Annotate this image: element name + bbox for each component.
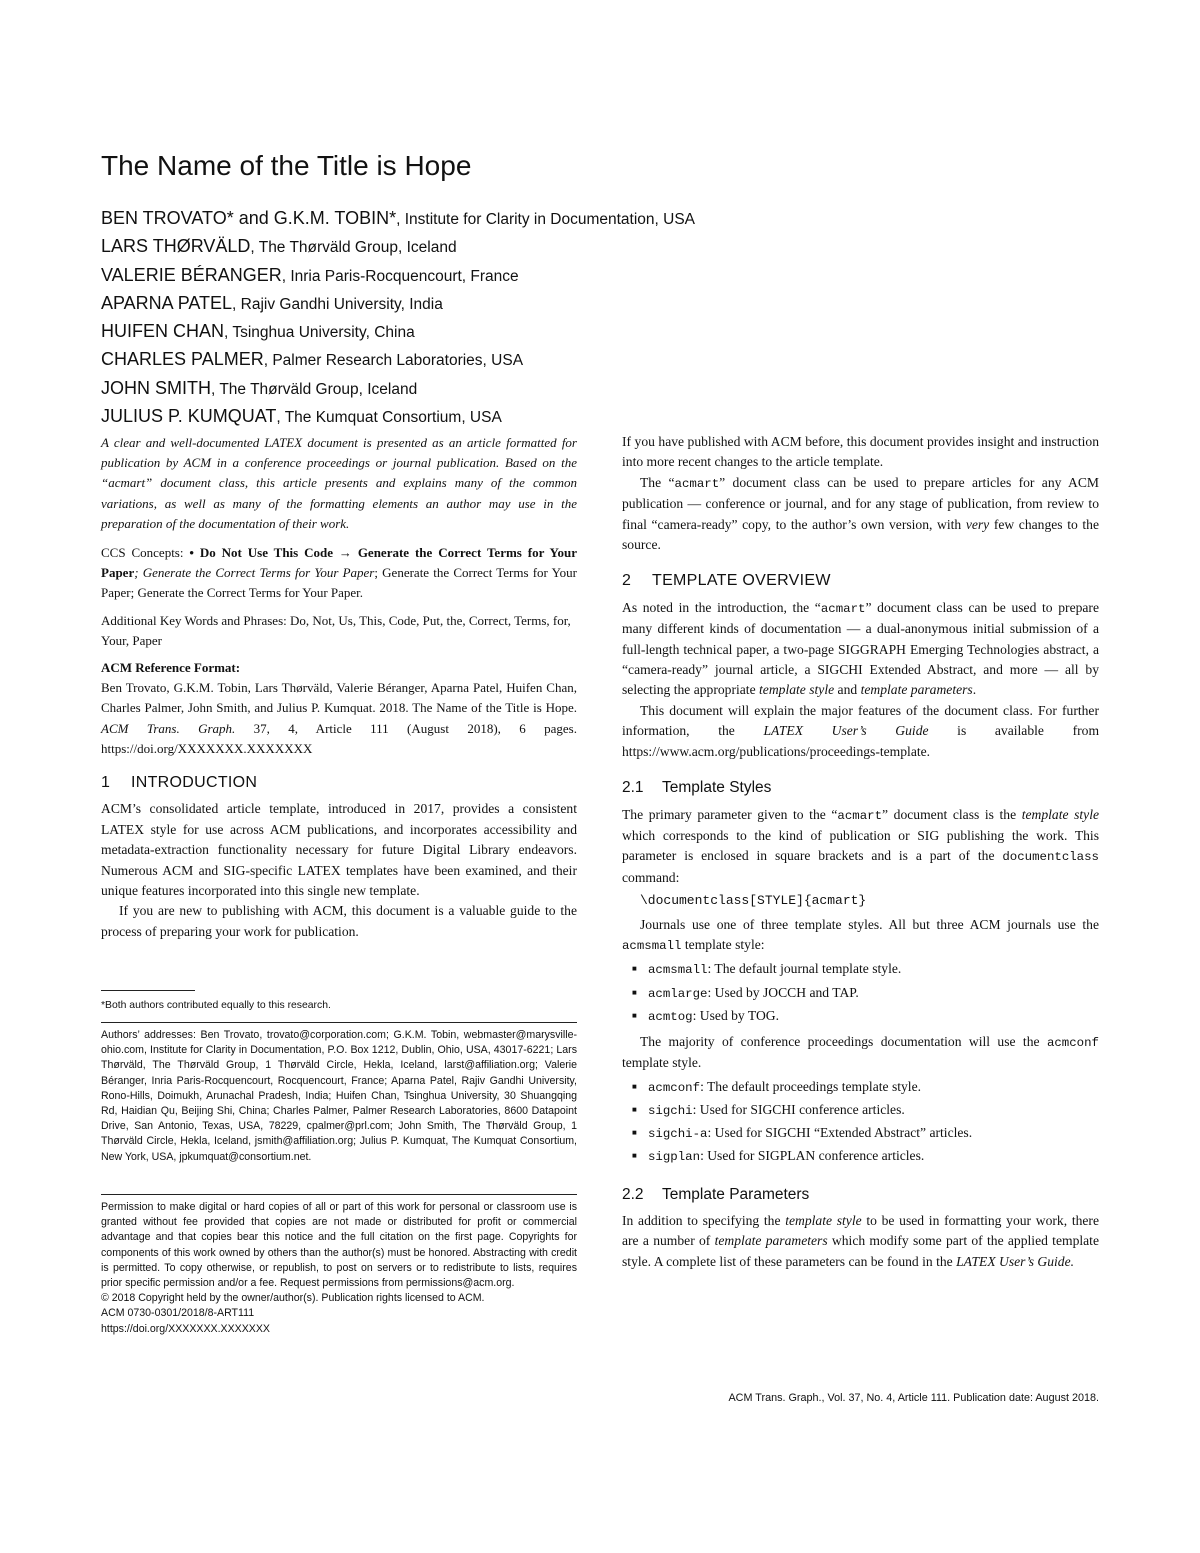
- section-heading-template-overview: 2 TEMPLATE OVERVIEW: [622, 572, 831, 590]
- list-item: ■ sigchi-a: Used for SIGCHI “Extended Abstract” articles.: [648, 1122, 1099, 1145]
- section-heading-introduction: 1 INTRODUCTION: [101, 774, 258, 792]
- subsection-heading-template-styles: 2.1 Template Styles: [622, 779, 772, 797]
- permission-notice: [101, 1200, 577, 1337]
- author-affiliation: , The Thørväld Group, Iceland: [250, 239, 457, 257]
- paper-title: The Name of the Title is Hope: [101, 150, 472, 181]
- list-item: ■ acmconf: The default proceedings template style.: [648, 1076, 1099, 1099]
- permission-rule: [101, 1194, 577, 1195]
- parameters-paragraph: In addition to specifying the template style to be used in formatting your work, there are a number of template parameters which modify some part of the applied template style. A complete list of these parameters can be found in the LATEX User’s Guide.: [622, 1212, 1099, 1269]
- list-item: ■ acmlarge: Used by JOCCH and TAP.: [648, 982, 1099, 1005]
- author-name: APARNA PATEL: [101, 292, 233, 313]
- author-affiliation: , Rajiv Gandhi University, India: [232, 295, 443, 313]
- intro-paragraph: If you are new to publishing with ACM, this document is a valuable guide to the process of preparing your work for publication.: [101, 903, 577, 939]
- reference-format: Ben Trovato, G.K.M. Tobin, Lars Thørväld, Valerie Béranger, Aparna Patel, Huifen Chan, Charles Palmer, John Smith, and Julius P. Kumquat. 2018. The Name of the Title is Hope. ACM Trans. Graph. 37, 4, Article 111 (August 2018), 6 pages. https://doi.org/XXXXXXX.XXXXXXX: [101, 680, 577, 756]
- author-addresses: Authors’ addresses: Ben Trovato, trovato@corporation.com; G.K.M. Tobin, webmaster@marysville-ohio.com, Institute for Clarity in Documentation, P.O. Box 1212, Dublin, Ohio, USA, 43017-6221; Lars Thørväld, The Thørväld Group, 1 Thørväld Circle, Hekla, Iceland, larst@affiliation.org; Valerie Béranger, Inria Paris-Rocquencourt, Rocquencourt, France; Aparna Patel, Rajiv Gandhi University, Rono-Hills, Doimukh, Arunachal Pradesh, India; Huifen Chan, Tsinghua University, 30 Shuangqing Rd, Haidian Qu, Beijing Shi, China; Charles Palmer, Palmer Research Laboratories, 8600 Datapoint Drive, San Antonio, Texas, USA, 78229, cpalmer@prl.com; John Smith, The Thørväld Group, 1 Thørväld Circle, Hekla, Iceland, jsmith@affiliation.org; Julius P. Kumquat, The Kumquat Consortium, New York, USA, jpkumquat@consortium.net.: [101, 1029, 577, 1163]
- list-item: ■ acmsmall: The default journal template style.: [648, 958, 1099, 981]
- author-line: [101, 375, 1101, 403]
- styles-paragraph: Journals use one of three template styles. All but three ACM journals use the acmsmall template style:: [622, 916, 1099, 953]
- permission-text: Permission to make digital or hard copies of all or part of this work for personal or classroom use is granted without fee provided that copies are not made or distributed for profit or commercial advantage and that copies bear this notice and the full citation on the first page. Copyrights for components of this work owned by others than the author(s) must be honored. Abstracting with credit is permitted. To copy otherwise, or republish, to post on servers or to redistribute to lists, requires prior specific permission and/or a fee. Request permissions from permissions@acm.org.: [101, 1201, 577, 1290]
- running-footer: ACM Trans. Graph., Vol. 37, No. 4, Article 111. Publication date: August 2018.: [728, 1392, 1099, 1404]
- overview-paragraph: As noted in the introduction, the “acmart” document class can be used to prepare many different kinds of documentation — a dual-anonymous initial submission of a full-length technical paper, a two-page SIGGRAPH Emerging Technologies abstract, a “camera-ready” journal article, a SIGCHI Extended Abstract, and more — all by selecting the appropriate template style and template parameters.: [622, 599, 1099, 698]
- author-line: [101, 205, 1101, 233]
- author-affiliation: , Palmer Research Laboratories, USA: [263, 352, 524, 370]
- ccs-concepts: CCS Concepts: • Do Not Use This Code → Generate the Correct Terms for Your Paper; Generate the Correct Terms for Your Paper; Generate the Correct Terms for Your Paper; Generate the Correct Terms for Your Paper.: [101, 545, 578, 601]
- copyright-line: © 2018 Copyright held by the owner/author(s). Publication rights licensed to ACM.: [101, 1292, 485, 1305]
- author-name: HUIFEN CHAN: [101, 321, 225, 342]
- code-line: \documentclass[STYLE]{acmart}: [640, 893, 867, 909]
- styles-paragraph: The majority of conference proceedings documentation will use the acmconf template style.: [622, 1033, 1099, 1071]
- author-affiliation: , Institute for Clarity in Documentation, USA: [396, 211, 696, 228]
- journal-style-list: [622, 958, 1099, 1028]
- list-item: ■ acmtog: Used by TOG.: [648, 1005, 1099, 1028]
- conference-style-list: [622, 1076, 1099, 1169]
- footnote-rule: [101, 990, 195, 991]
- author-affiliation: , Inria Paris-Rocquencourt, France: [281, 267, 519, 285]
- author-affiliation: , Tsinghua University, China: [224, 324, 415, 342]
- subsection-heading-template-parameters: 2.2 Template Parameters: [622, 1185, 810, 1203]
- left-column: [101, 433, 577, 942]
- author-line: [101, 403, 1101, 431]
- author-name: JULIUS P. KUMQUAT: [101, 406, 277, 427]
- intro-paragraph: ACM’s consolidated article template, introduced in 2017, provides a consistent LATEX style for use across ACM publications, and incorporates accessibility and metadata-extraction functionality necessary for future Digital Library endeavors. Numerous ACM and SIG-specific LATEX templates have been examined, and their unique features incorporated into this single new template.: [101, 801, 577, 899]
- author-affiliation: , The Kumquat Consortium, USA: [276, 409, 502, 427]
- author-name: LARS THØRVÄLD: [101, 236, 251, 257]
- author-name: VALERIE BÉRANGER: [101, 264, 282, 285]
- keywords: Additional Key Words and Phrases: Do, Not, Us, This, Code, Put, the, Correct, Terms, for, Your, Paper: [101, 612, 571, 648]
- right-column: [622, 432, 1099, 1272]
- author-line: [101, 262, 1101, 290]
- footnote-equal-contribution: *Both authors contributed equally to this research.: [101, 1000, 331, 1011]
- author-line: [101, 233, 1101, 261]
- overview-paragraph: This document will explain the major features of the document class. For further information, the LATEX User’s Guide is available from https://www.acm.org/publications/proceedings-template.: [622, 702, 1100, 759]
- issn-line: ACM 0730-0301/2018/8-ART111: [101, 1307, 255, 1320]
- author-list: [101, 205, 1101, 431]
- author-affiliation: , The Thørväld Group, Iceland: [211, 380, 418, 398]
- reference-heading: ACM Reference Format:: [101, 660, 241, 676]
- author-name: BEN TROVATO* and G.K.M. TOBIN*: [101, 208, 397, 228]
- author-name: CHARLES PALMER: [101, 349, 264, 370]
- address-rule: [101, 1022, 577, 1023]
- list-item: ■ sigplan: Used for SIGPLAN conference articles.: [648, 1145, 1099, 1168]
- intro-paragraph: If you have published with ACM before, this document provides insight and instruction into more recent changes to the article template.: [622, 434, 1099, 470]
- doi-line: https://doi.org/XXXXXXX.XXXXXXX: [101, 1322, 270, 1335]
- list-item: ■ sigchi: Used for SIGCHI conference articles.: [648, 1099, 1099, 1122]
- abstract: A clear and well-documented LATEX document is presented as an article formatted for publication by ACM in a conference proceedings or journal publication. Based on the “acmart” document class, this article presents and explains many of the common variations, as well as many of the formatting elements an author may use in the preparation of the documentation of their work.: [101, 435, 577, 531]
- intro-paragraph: The “acmart” document class can be used to prepare articles for any ACM publication — conference or journal, and for any stage of publication, from review to final “camera-ready” copy, to the author’s own version, with very few changes to the source.: [622, 474, 1099, 553]
- styles-paragraph: The primary parameter given to the “acmart” document class is the template style which corresponds to the kind of publication or SIG publishing the work. This parameter is enclosed in square brackets and is a part of the documentclass command:: [622, 806, 1100, 885]
- author-line: [101, 290, 1101, 318]
- author-line: [101, 346, 1101, 374]
- author-name: JOHN SMITH: [101, 377, 211, 398]
- author-line: [101, 318, 1101, 346]
